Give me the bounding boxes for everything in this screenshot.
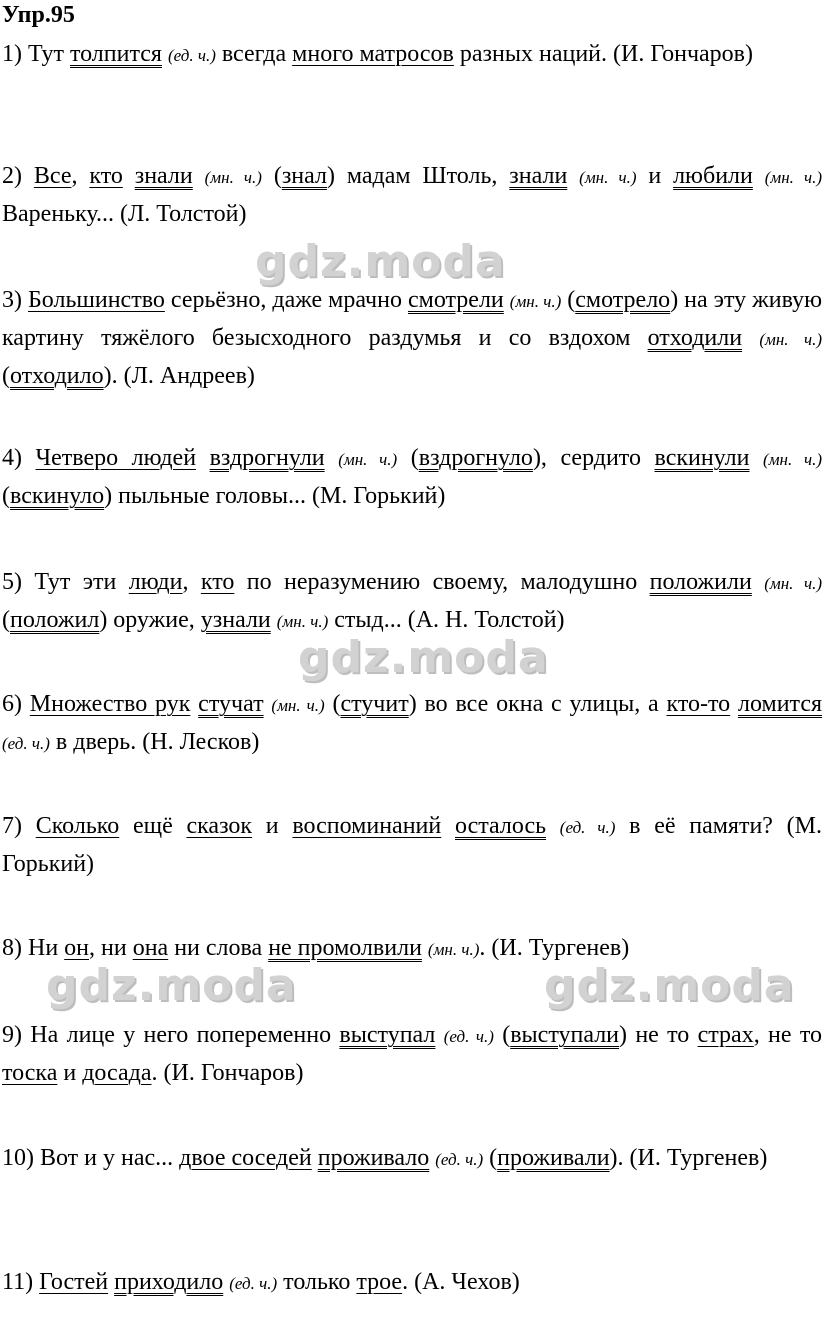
subject-word: Четверо людей [35,445,197,471]
predicate-word: положил [10,607,100,633]
subject-word: двое соседей [179,1145,312,1171]
subject-word: кто-то [666,691,731,717]
text-run [567,163,579,189]
subject-word: кто [89,163,123,189]
text-run [325,445,339,471]
text-run: по неразумению своему, малодушно [234,569,650,595]
text-run: ( [2,607,10,633]
text-run: ( [2,363,10,389]
number-note: (мн. ч.) [763,450,823,469]
text-run: , ни [89,935,133,961]
text-run [190,691,198,717]
subject-word: он [64,935,90,961]
text-run [742,325,759,351]
predicate-word: любили [673,163,753,189]
sentence-1 [2,36,822,74]
subject-word: люди [128,569,183,595]
number-note: (мн. ч.) [276,612,329,631]
exercise-title: Упр.95 [2,2,75,28]
text-run: в её памяти? (М. Горький) [2,813,823,877]
predicate-word: узнали [200,607,271,633]
text-run [752,569,764,595]
predicate-word: вздрогнуло [418,445,533,471]
predicate-word: вздрогнули [209,445,325,471]
subject-word: трое [356,1269,403,1295]
text-run: 3) [2,287,28,313]
subject-word: досада [82,1060,152,1086]
subject-word: Множество рук [29,691,191,717]
text-run [435,1022,443,1048]
text-run: ), сердито [532,445,655,471]
text-run: всегда [215,41,293,67]
number-note: (мн. ч.) [764,168,823,187]
subject-word: Сколько [35,813,120,839]
number-note: (мн. ч.) [204,168,262,187]
sentence-4 [2,440,822,514]
text-run: ) не то [619,1022,698,1048]
text-run [749,445,763,471]
text-run: ) оружие, [99,607,201,633]
text-run: разных наций. (И. Гончаров) [453,41,753,67]
subject-word: кто [200,569,235,595]
number-note: (мн. ч.) [759,330,823,349]
predicate-word: смотрело [575,287,671,313]
text-run: 4) [2,445,36,471]
number-note: (ед. ч.) [559,818,616,837]
text-run: 5) Тут эти [2,569,129,595]
text-run: и [636,163,674,189]
predicate-word: проживали [497,1145,610,1171]
number-note: (мн. ч.) [271,696,325,715]
text-run [730,691,738,717]
predicate-word: толпится [69,41,162,67]
number-note: (мн. ч.) [338,450,398,469]
number-note: (ед. ч.) [2,734,50,753]
text-run: . (А. Чехов) [402,1269,520,1295]
text-run: 8) Ни [2,935,65,961]
predicate-word: вскинуло [10,483,105,509]
text-run: ( [324,691,341,717]
text-run: ( [561,287,576,313]
subject-word: Все [33,163,72,189]
text-run: ( [2,483,10,509]
predicate-word: приходило [114,1269,224,1295]
text-run: ( [261,163,282,189]
text-run: ) на эту живую картину тяжёлого безысходного раздумья и со вздохом [2,287,823,351]
predicate-word: не промолвили [268,935,422,961]
predicate-word: отходило [10,363,104,389]
text-run: серьёзно, даже мрачно [164,287,408,313]
text-run: ) пыльные головы... (М. Горький) [104,483,446,509]
number-note: (мн. ч.) [764,574,823,593]
text-run [196,445,210,471]
subject-word: воспоминаний [292,813,442,839]
predicate-word: ломится [737,691,823,717]
text-run: ). (И. Тургенев) [609,1145,768,1171]
text-run: и [57,1060,83,1086]
text-run: в дверь. (Н. Лесков) [49,729,260,755]
sentence-10 [2,1140,822,1178]
text-run: . (И. Гончаров) [151,1060,304,1086]
text-run: 10) Вот и у нас... [2,1145,180,1171]
predicate-word: положили [649,569,752,595]
subject-word: сказок [186,813,253,839]
watermark: gdz.moda [544,960,795,1011]
subject-word: Гостей [39,1269,109,1295]
text-run [123,163,135,189]
sentence-2 [2,158,822,232]
predicate-word: смотрели [407,287,504,313]
text-run: ( [397,445,419,471]
text-run: 7) [2,813,36,839]
number-note: (ед. ч.) [435,1150,484,1169]
text-run: ни слова [168,935,269,961]
text-run: 1) Тут [2,41,70,67]
text-run: ( [493,1022,511,1048]
text-run: , не то [753,1022,823,1048]
number-note: (мн. ч.) [509,292,562,311]
predicate-word: проживало [317,1145,430,1171]
predicate-word: знали [509,163,568,189]
number-note: (мн. ч.) [579,168,637,187]
predicate-word: стучит [340,691,409,717]
text-run [753,163,765,189]
watermark: gdz.moda [46,960,297,1011]
subject-word: Большинство [28,287,165,313]
subject-word: тоска [2,1060,58,1086]
text-run: ) во все окна с улицы, а [408,691,667,717]
predicate-word: вскинули [654,445,750,471]
number-note: (ед. ч.) [443,1027,494,1046]
text-run: , [182,569,201,595]
watermark: gdz.moda [298,632,549,683]
text-run [546,813,560,839]
text-run: 2) [2,163,34,189]
sentence-7 [2,808,822,882]
text-run: 9) На лице у него попеременно [2,1022,340,1048]
text-run: и [252,813,293,839]
text-run: ещё [119,813,187,839]
predicate-word: отходили [647,325,743,351]
watermark: gdz.moda [255,236,506,287]
text-run: ( [483,1145,498,1171]
text-run [193,163,205,189]
number-note: (ед. ч.) [167,46,216,65]
text-run: 11) [2,1269,40,1295]
subject-word: страх [697,1022,754,1048]
text-run: , [71,163,90,189]
text-run: 6) [2,691,30,717]
sentence-9 [2,1017,822,1091]
subject-word: много матросов [292,41,454,67]
sentence-3 [2,282,822,394]
text-run: Вареньку... (Л. Толстой) [2,201,247,227]
predicate-word: знал [281,163,327,189]
subject-word: она [132,935,169,961]
text-run: ) мадам Штоль, [326,163,510,189]
predicate-word: знали [134,163,193,189]
sentence-6 [2,686,822,762]
predicate-word: выступал [339,1022,436,1048]
sentence-5 [2,564,822,640]
text-run: стыд... (А. Н. Толстой) [328,607,565,633]
text-run: ). (Л. Андреев) [103,363,255,389]
sentence-8 [2,930,822,968]
sentence-11 [2,1264,822,1302]
number-note: (ед. ч.) [229,1274,278,1293]
text-run: . (И. Тургенев) [479,935,630,961]
number-note: (мн. ч.) [427,940,480,959]
predicate-word: выступали [510,1022,620,1048]
text-run [441,813,455,839]
predicate-word: стучат [198,691,264,717]
text-run: только [277,1269,357,1295]
predicate-word: осталось [454,813,547,839]
